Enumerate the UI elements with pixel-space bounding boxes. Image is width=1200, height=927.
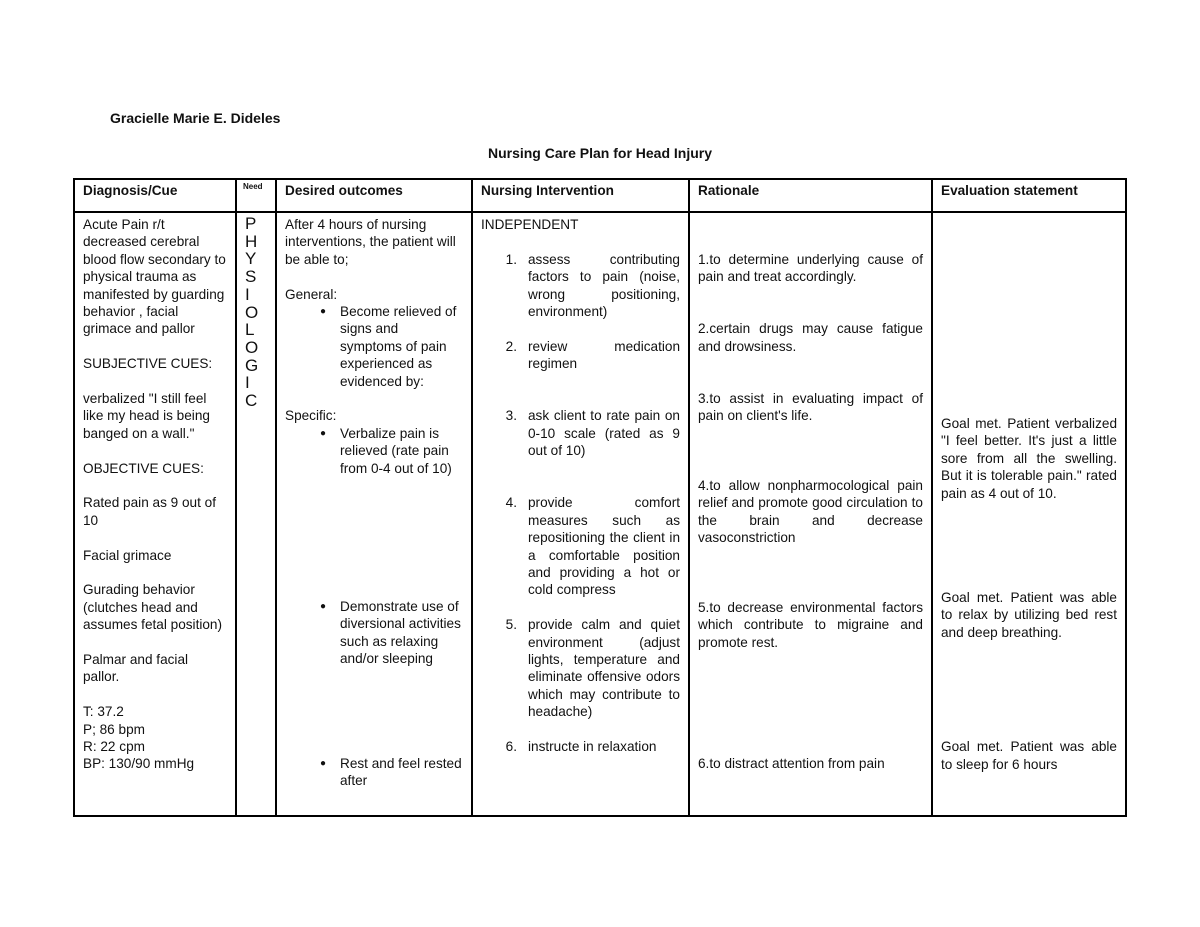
subjective-cue: verbalized "I still feel like my head is being banged on a wall." <box>83 391 210 441</box>
diagnosis-statement: Acute Pain r/t decreased cerebral blood flow secondary to physical trauma as manifested by guarding behavior , facial grimace and pallor <box>83 217 226 337</box>
bullet-icon: ● <box>319 601 326 613</box>
intervention-item <box>481 738 680 755</box>
intervention-number: 1. <box>505 251 517 267</box>
rationale-item: 2.certain drugs may cause fatigue and drowsiness. <box>698 321 923 354</box>
need-letter: C <box>245 391 258 411</box>
intervention-text: provide calm and quiet environment (adjust lights, temperature and eliminate offensive odors which may contribute to headache) <box>528 617 680 720</box>
objective-heading: OBJECTIVE CUES: <box>83 460 204 476</box>
header-diagnosis: Diagnosis/Cue <box>75 180 236 212</box>
intervention-item <box>481 251 680 321</box>
evaluation-item: Goal met. Patient verbalized "I feel better. It's just a little sore from all the swelling. But it is tolerable pain." rated pain as 4 out of 10. <box>941 416 1117 501</box>
outcome-text: Rest and feel rested after <box>340 755 462 789</box>
objective-cue: Rated pain as 9 out of 10 <box>83 495 217 528</box>
need-letter: I <box>245 373 250 393</box>
outcome-item <box>285 755 463 790</box>
bullet-icon: ● <box>319 427 326 439</box>
need-letter: O <box>245 302 259 322</box>
intervention-number: 2. <box>505 338 517 354</box>
evaluation-cell <box>932 212 1125 817</box>
need-letter: H <box>245 231 258 251</box>
intervention-cell <box>472 212 689 817</box>
outcome-text: Become relieved of signs and symptoms of pain experienced as evidenced by: <box>340 304 457 389</box>
intervention-number: 3. <box>505 408 517 424</box>
outcomes-cell <box>276 212 472 817</box>
bullet-icon: ● <box>319 757 326 769</box>
header-need: Need <box>236 180 276 212</box>
outcomes-intro: After 4 hours of nursing interventions, the patient will be able to; <box>285 217 456 267</box>
evaluation-item: Goal met. Patient was able to relax by utilizing bed rest and deep breathing. <box>941 590 1117 640</box>
intervention-item <box>481 494 680 598</box>
vital-sign: T: 37.2 <box>83 704 124 720</box>
rationale-cell <box>689 212 932 817</box>
outcome-text: Verbalize pain is relieved (rate pain from 0-4 out of 10) <box>340 425 452 476</box>
intervention-item <box>481 338 680 373</box>
rationale-item: 5.to decrease environmental factors which contribute to migraine and promote rest. <box>698 599 923 650</box>
vital-sign: R: 22 cpm <box>83 739 145 755</box>
need-letter: Y <box>245 249 257 269</box>
diagnosis-cell <box>75 212 236 817</box>
rationale-item: 4.to allow nonpharmocological pain relief and promote good circulation to the brain and decrease vasoconstriction <box>698 478 923 546</box>
outcome-text: Demonstrate use of diversional activities such as relaxing and/or sleeping <box>340 599 461 667</box>
intervention-item <box>481 616 680 720</box>
document-title: Nursing Care Plan for Head Injury <box>487 145 713 161</box>
intervention-number: 6. <box>505 739 517 755</box>
intervention-text: review medication regimen <box>528 338 680 372</box>
header-evaluation: Evaluation statement <box>932 180 1125 212</box>
header-rationale: Rationale <box>689 180 932 212</box>
intervention-number: 5. <box>505 617 517 633</box>
need-letter: S <box>245 267 257 287</box>
care-plan-table <box>75 180 1125 817</box>
need-letter: O <box>245 337 259 357</box>
author-name: Gracielle Marie E. Dideles <box>110 110 281 126</box>
rationale-item: 6.to distract attention from pain <box>698 756 885 772</box>
vital-sign: BP: 130/90 mmHg <box>83 756 195 772</box>
intervention-text: assess contributing factors to pain (noise, wrong positioning, environment) <box>528 251 680 320</box>
rationale-item: 3.to assist in evaluating impact of pain on client's life. <box>698 391 923 424</box>
intervention-item <box>481 407 680 459</box>
need-letter: L <box>245 320 255 340</box>
outcomes-general-label: General: <box>285 286 338 302</box>
header-outcomes: Desired outcomes <box>276 180 472 212</box>
objective-cue: Facial grimace <box>83 547 172 563</box>
table-header-row <box>75 180 1125 212</box>
outcomes-specific-label: Specific: <box>285 408 337 424</box>
objective-cue: Palmar and facial pallor. <box>83 652 189 685</box>
intervention-number: 4. <box>505 495 517 511</box>
vital-sign: P; 86 bpm <box>83 721 145 737</box>
objective-cue: Gurading behavior (clutches head and assumes fetal position) <box>83 582 223 633</box>
need-letter: P <box>245 214 257 233</box>
need-letter: G <box>245 355 259 375</box>
intervention-text: ask client to rate pain on 0-10 scale (rated as 9 out of 10) <box>528 408 680 459</box>
outcome-item <box>285 303 463 390</box>
intervention-text: provide comfort measures such as repositioning the client in a comfortable position and providing a hot or cold compress <box>528 495 680 598</box>
table-row <box>75 212 1125 817</box>
outcome-item <box>285 598 463 668</box>
header-intervention: Nursing Intervention <box>472 180 689 212</box>
intervention-label: INDEPENDENT <box>481 217 579 232</box>
bullet-icon: ● <box>319 306 326 318</box>
subjective-heading: SUBJECTIVE CUES: <box>83 356 213 372</box>
need-cell <box>236 212 276 817</box>
outcome-item <box>285 425 463 477</box>
care-plan-table-container <box>73 178 1127 817</box>
need-letter: I <box>245 284 250 304</box>
evaluation-item: Goal met. Patient was able to sleep for 6 hours <box>941 739 1117 772</box>
intervention-text: instructe in relaxation <box>528 739 657 755</box>
rationale-item: 1.to determine underlying cause of pain and treat accordingly. <box>698 251 923 285</box>
